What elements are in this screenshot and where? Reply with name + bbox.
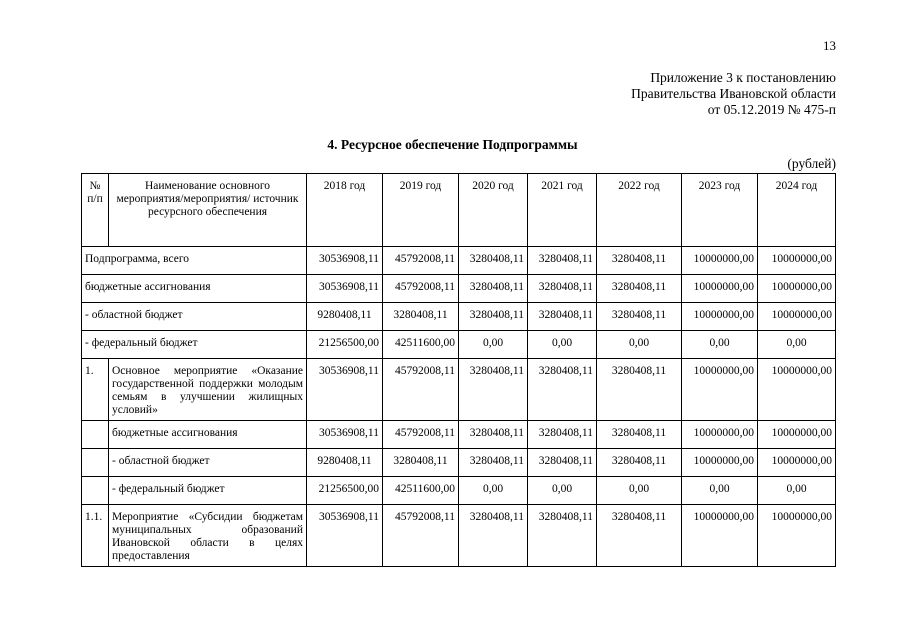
cell-2020: 0,00 [459,477,528,505]
cell-2022: 3280408,11 [597,359,682,421]
cell-2022: 3280408,11 [597,421,682,449]
table-row [82,505,836,567]
cell-2023: 10000000,00 [682,303,758,331]
cell-2024: 0,00 [758,331,836,359]
row-number [82,477,109,505]
appendix-line-2: Правительства Ивановской области [631,86,836,101]
row-label: - федеральный бюджет [82,331,307,359]
cell-2021: 3280408,11 [528,421,597,449]
cell-2020: 3280408,11 [459,505,528,567]
cell-2021: 3280408,11 [528,275,597,303]
cell-2023: 10000000,00 [682,247,758,275]
table-row [82,247,836,275]
row-label: Мероприятие «Субсидии бюджетам муниципальных образований Ивановской области в целях предоставления [109,505,307,567]
cell-2020: 0,00 [459,331,528,359]
cell-2018: 30536908,11 [307,247,383,275]
cell-2024: 10000000,00 [758,449,836,477]
cell-2022: 0,00 [597,477,682,505]
resource-table [81,173,836,567]
cell-2024: 10000000,00 [758,359,836,421]
cell-2018: 21256500,00 [307,477,383,505]
cell-2021: 3280408,11 [528,505,597,567]
table-row [82,421,836,449]
section-title: 4. Ресурсное обеспечение Подпрограммы [327,137,578,152]
cell-2024: 10000000,00 [758,247,836,275]
header-2020: 2020 год [459,174,528,247]
cell-2024: 10000000,00 [758,421,836,449]
table-row [82,331,836,359]
cell-2018: 21256500,00 [307,331,383,359]
cell-2018: 30536908,11 [307,421,383,449]
cell-2021: 0,00 [528,331,597,359]
cell-2018: 30536908,11 [307,359,383,421]
row-number [82,421,109,449]
cell-2022: 3280408,11 [597,449,682,477]
cell-2022: 3280408,11 [597,505,682,567]
row-label: бюджетные ассигнования [82,275,307,303]
cell-2021: 3280408,11 [528,449,597,477]
cell-2019: 3280408,11 [383,303,459,331]
appendix-header [631,70,836,118]
row-number: 1.1. [82,505,109,567]
header-2022: 2022 год [597,174,682,247]
cell-2019: 45792008,11 [383,247,459,275]
cell-2020: 3280408,11 [459,247,528,275]
cell-2019: 45792008,11 [383,505,459,567]
cell-2019: 45792008,11 [383,275,459,303]
header-num: № п/п [82,174,109,247]
header-2024: 2024 год [758,174,836,247]
cell-2018: 30536908,11 [307,275,383,303]
cell-2023: 10000000,00 [682,359,758,421]
cell-2020: 3280408,11 [459,421,528,449]
cell-2019: 3280408,11 [383,449,459,477]
row-number [82,449,109,477]
cell-2019: 42511600,00 [383,477,459,505]
cell-2023: 10000000,00 [682,421,758,449]
cell-2022: 0,00 [597,331,682,359]
appendix-line-1: Приложение 3 к постановлению [650,70,836,85]
cell-2018: 9280408,11 [307,449,383,477]
currency-note: (рублей) [787,156,836,171]
row-number: 1. [82,359,109,421]
header-2023: 2023 год [682,174,758,247]
cell-2019: 45792008,11 [383,421,459,449]
cell-2021: 0,00 [528,477,597,505]
cell-2021: 3280408,11 [528,303,597,331]
cell-2020: 3280408,11 [459,303,528,331]
cell-2020: 3280408,11 [459,275,528,303]
table-row [82,303,836,331]
cell-2021: 3280408,11 [528,247,597,275]
cell-2020: 3280408,11 [459,359,528,421]
table-row [82,477,836,505]
cell-2022: 3280408,11 [597,303,682,331]
row-label: - областной бюджет [82,303,307,331]
cell-2019: 45792008,11 [383,359,459,421]
row-label: Основное мероприятие «Оказание государственной поддержки молодым семьям в улучшении жилищных условий» [109,359,307,421]
appendix-line-3: от 05.12.2019 № 475-п [707,102,836,117]
cell-2018: 9280408,11 [307,303,383,331]
cell-2023: 10000000,00 [682,505,758,567]
cell-2023: 0,00 [682,477,758,505]
cell-2024: 10000000,00 [758,505,836,567]
header-name: Наименование основного мероприятия/мероприятия/ источник ресурсного обеспечения [109,174,307,247]
row-label: - областной бюджет [109,449,307,477]
header-2021: 2021 год [528,174,597,247]
table-header-row [82,174,836,247]
cell-2023: 10000000,00 [682,275,758,303]
cell-2018: 30536908,11 [307,505,383,567]
cell-2022: 3280408,11 [597,275,682,303]
cell-2020: 3280408,11 [459,449,528,477]
header-2019: 2019 год [383,174,459,247]
table-row [82,449,836,477]
cell-2022: 3280408,11 [597,247,682,275]
page-number: 13 [823,38,836,53]
row-label: Подпрограмма, всего [82,247,307,275]
cell-2024: 10000000,00 [758,303,836,331]
cell-2024: 10000000,00 [758,275,836,303]
cell-2024: 0,00 [758,477,836,505]
row-label: бюджетные ассигнования [109,421,307,449]
table-row [82,359,836,421]
cell-2019: 42511600,00 [383,331,459,359]
table-row [82,275,836,303]
cell-2023: 0,00 [682,331,758,359]
header-2018: 2018 год [307,174,383,247]
cell-2023: 10000000,00 [682,449,758,477]
cell-2021: 3280408,11 [528,359,597,421]
row-label: - федеральный бюджет [109,477,307,505]
